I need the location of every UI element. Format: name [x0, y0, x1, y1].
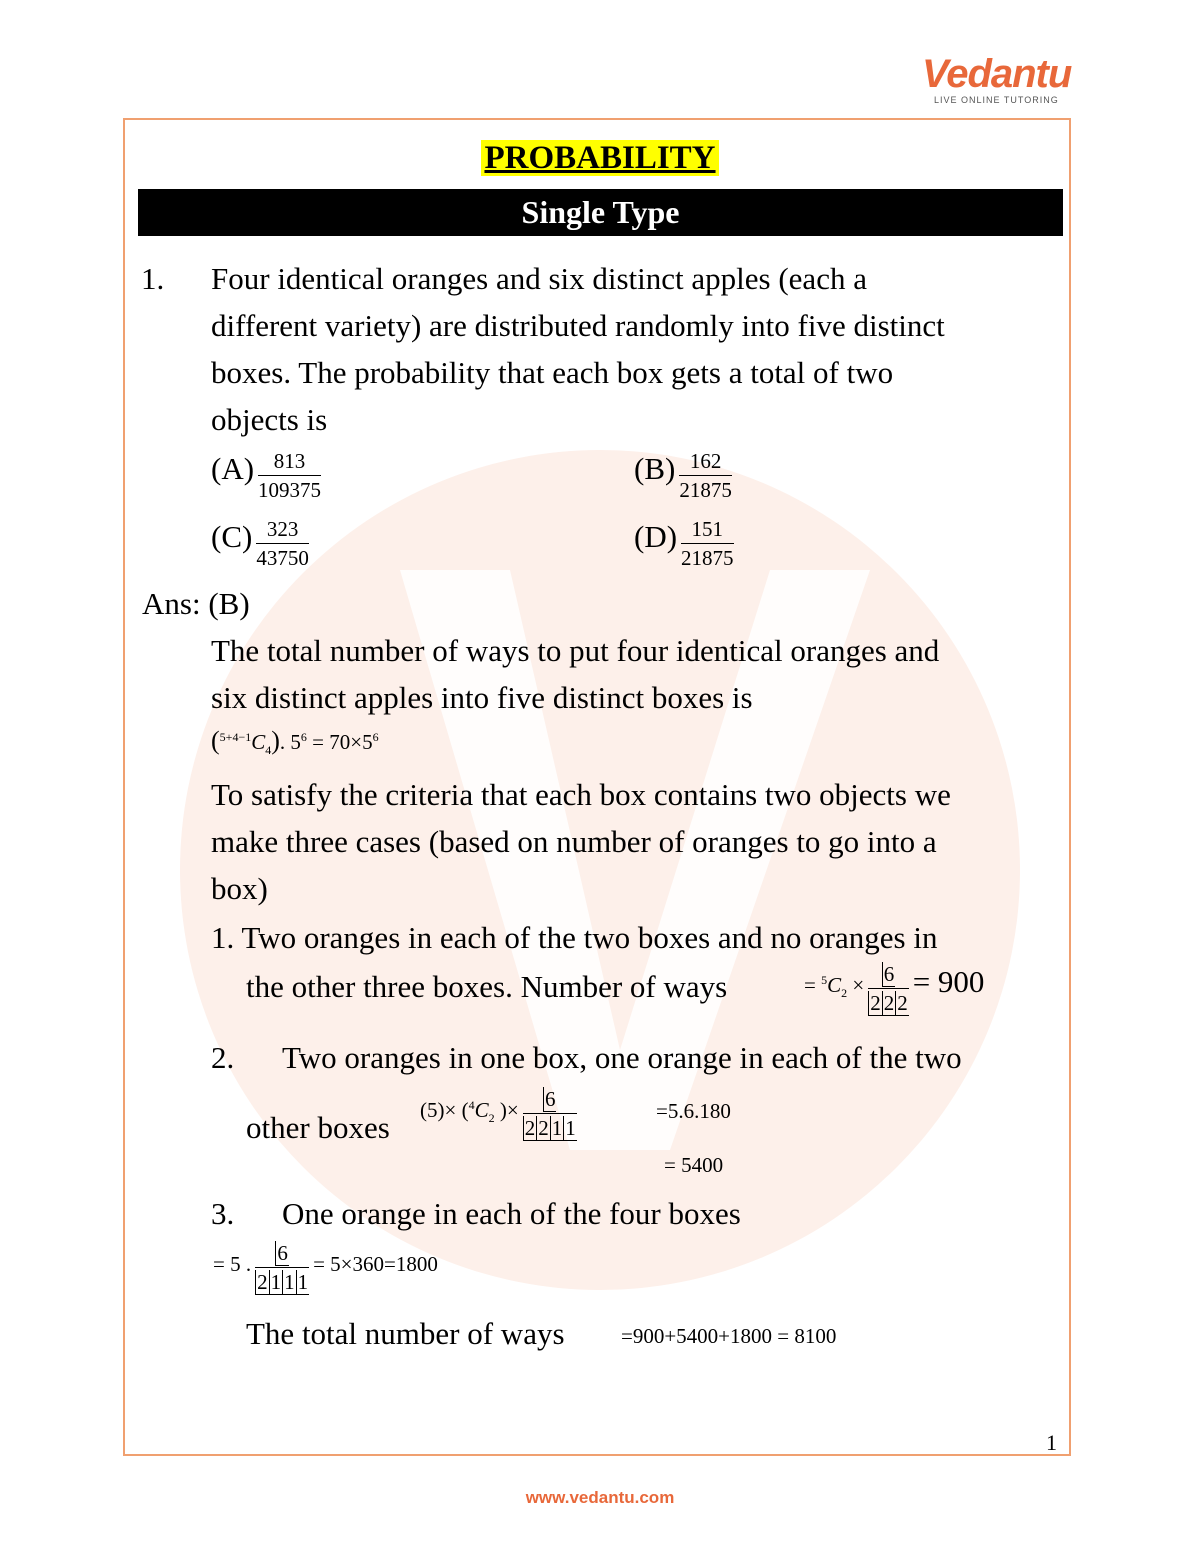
vedantu-logo: Vedantu LIVE ONLINE TUTORING [922, 52, 1072, 105]
footer-url[interactable]: www.vedantu.com [525, 1488, 675, 1507]
case2-number: 2. [211, 1040, 235, 1075]
question-number: 1. [141, 261, 165, 296]
option-b: (B) $\frac{162}{21875}$ [634, 448, 732, 502]
case1-line: the other three boxes. Number of ways [246, 969, 728, 1004]
option-d: (D) $\frac{151}{21875}$ [634, 516, 734, 570]
total-ways-formula: $(^{5+4-1}C_4)$. $5^6 = 70\times 5^6$ [211, 726, 379, 758]
case2-line: other boxes [246, 1110, 390, 1145]
page-title: PROBABILITY [0, 140, 1200, 177]
answer-line: box) [211, 871, 268, 906]
page-number: 1 [1046, 1430, 1057, 1455]
case1-formula: = $^5C_2$ × $\frac{6}{2 2 2}$ = 900 [804, 961, 985, 1015]
answer-line: To satisfy the criteria that each box contains two objects we [211, 777, 951, 812]
question-line: Four identical oranges and six distinct apples (each a [211, 261, 867, 296]
answer-line: six distinct apples into five distinct boxes is [211, 680, 753, 715]
question-line: objects is [211, 402, 328, 437]
option-a: (A) $\frac{813}{109375}$ [211, 448, 322, 502]
case2-eq: = 5400 [664, 1153, 724, 1177]
answer-line: make three cases (based on number of oranges to go into a [211, 824, 937, 859]
answer-line: The total number of ways to put four identical oranges and [211, 633, 940, 668]
question-line: different variety) are distributed randomly into five distinct [211, 308, 945, 343]
total-label: The total number of ways [246, 1316, 565, 1351]
case2-formula: $(5)\times (^4C_2$ )× $\frac{6}{2 2 1 1}$ [420, 1087, 576, 1140]
answer-label: Ans: (B) [142, 586, 250, 621]
case2-line: Two oranges in one box, one orange in each of the two [282, 1040, 962, 1075]
total-eq: =900+5400+1800 = 8100 [621, 1324, 837, 1348]
case3-number: 3. [211, 1196, 235, 1231]
case3-line: One orange in each of the four boxes [282, 1196, 741, 1231]
case1-line: 1. Two oranges in each of the two boxes and no oranges in [211, 920, 938, 955]
question-line: boxes. The probability that each box gets a total of two [211, 355, 894, 390]
case2-eq: =5.6.180 [656, 1099, 731, 1123]
section-heading: Single Type [138, 189, 1063, 236]
case3-formula: = 5 . $\frac{6}{2 1 1 1}$ = 5×360=1800 [213, 1241, 438, 1294]
option-c: (C) $\frac{323}{43750}$ [211, 516, 309, 570]
